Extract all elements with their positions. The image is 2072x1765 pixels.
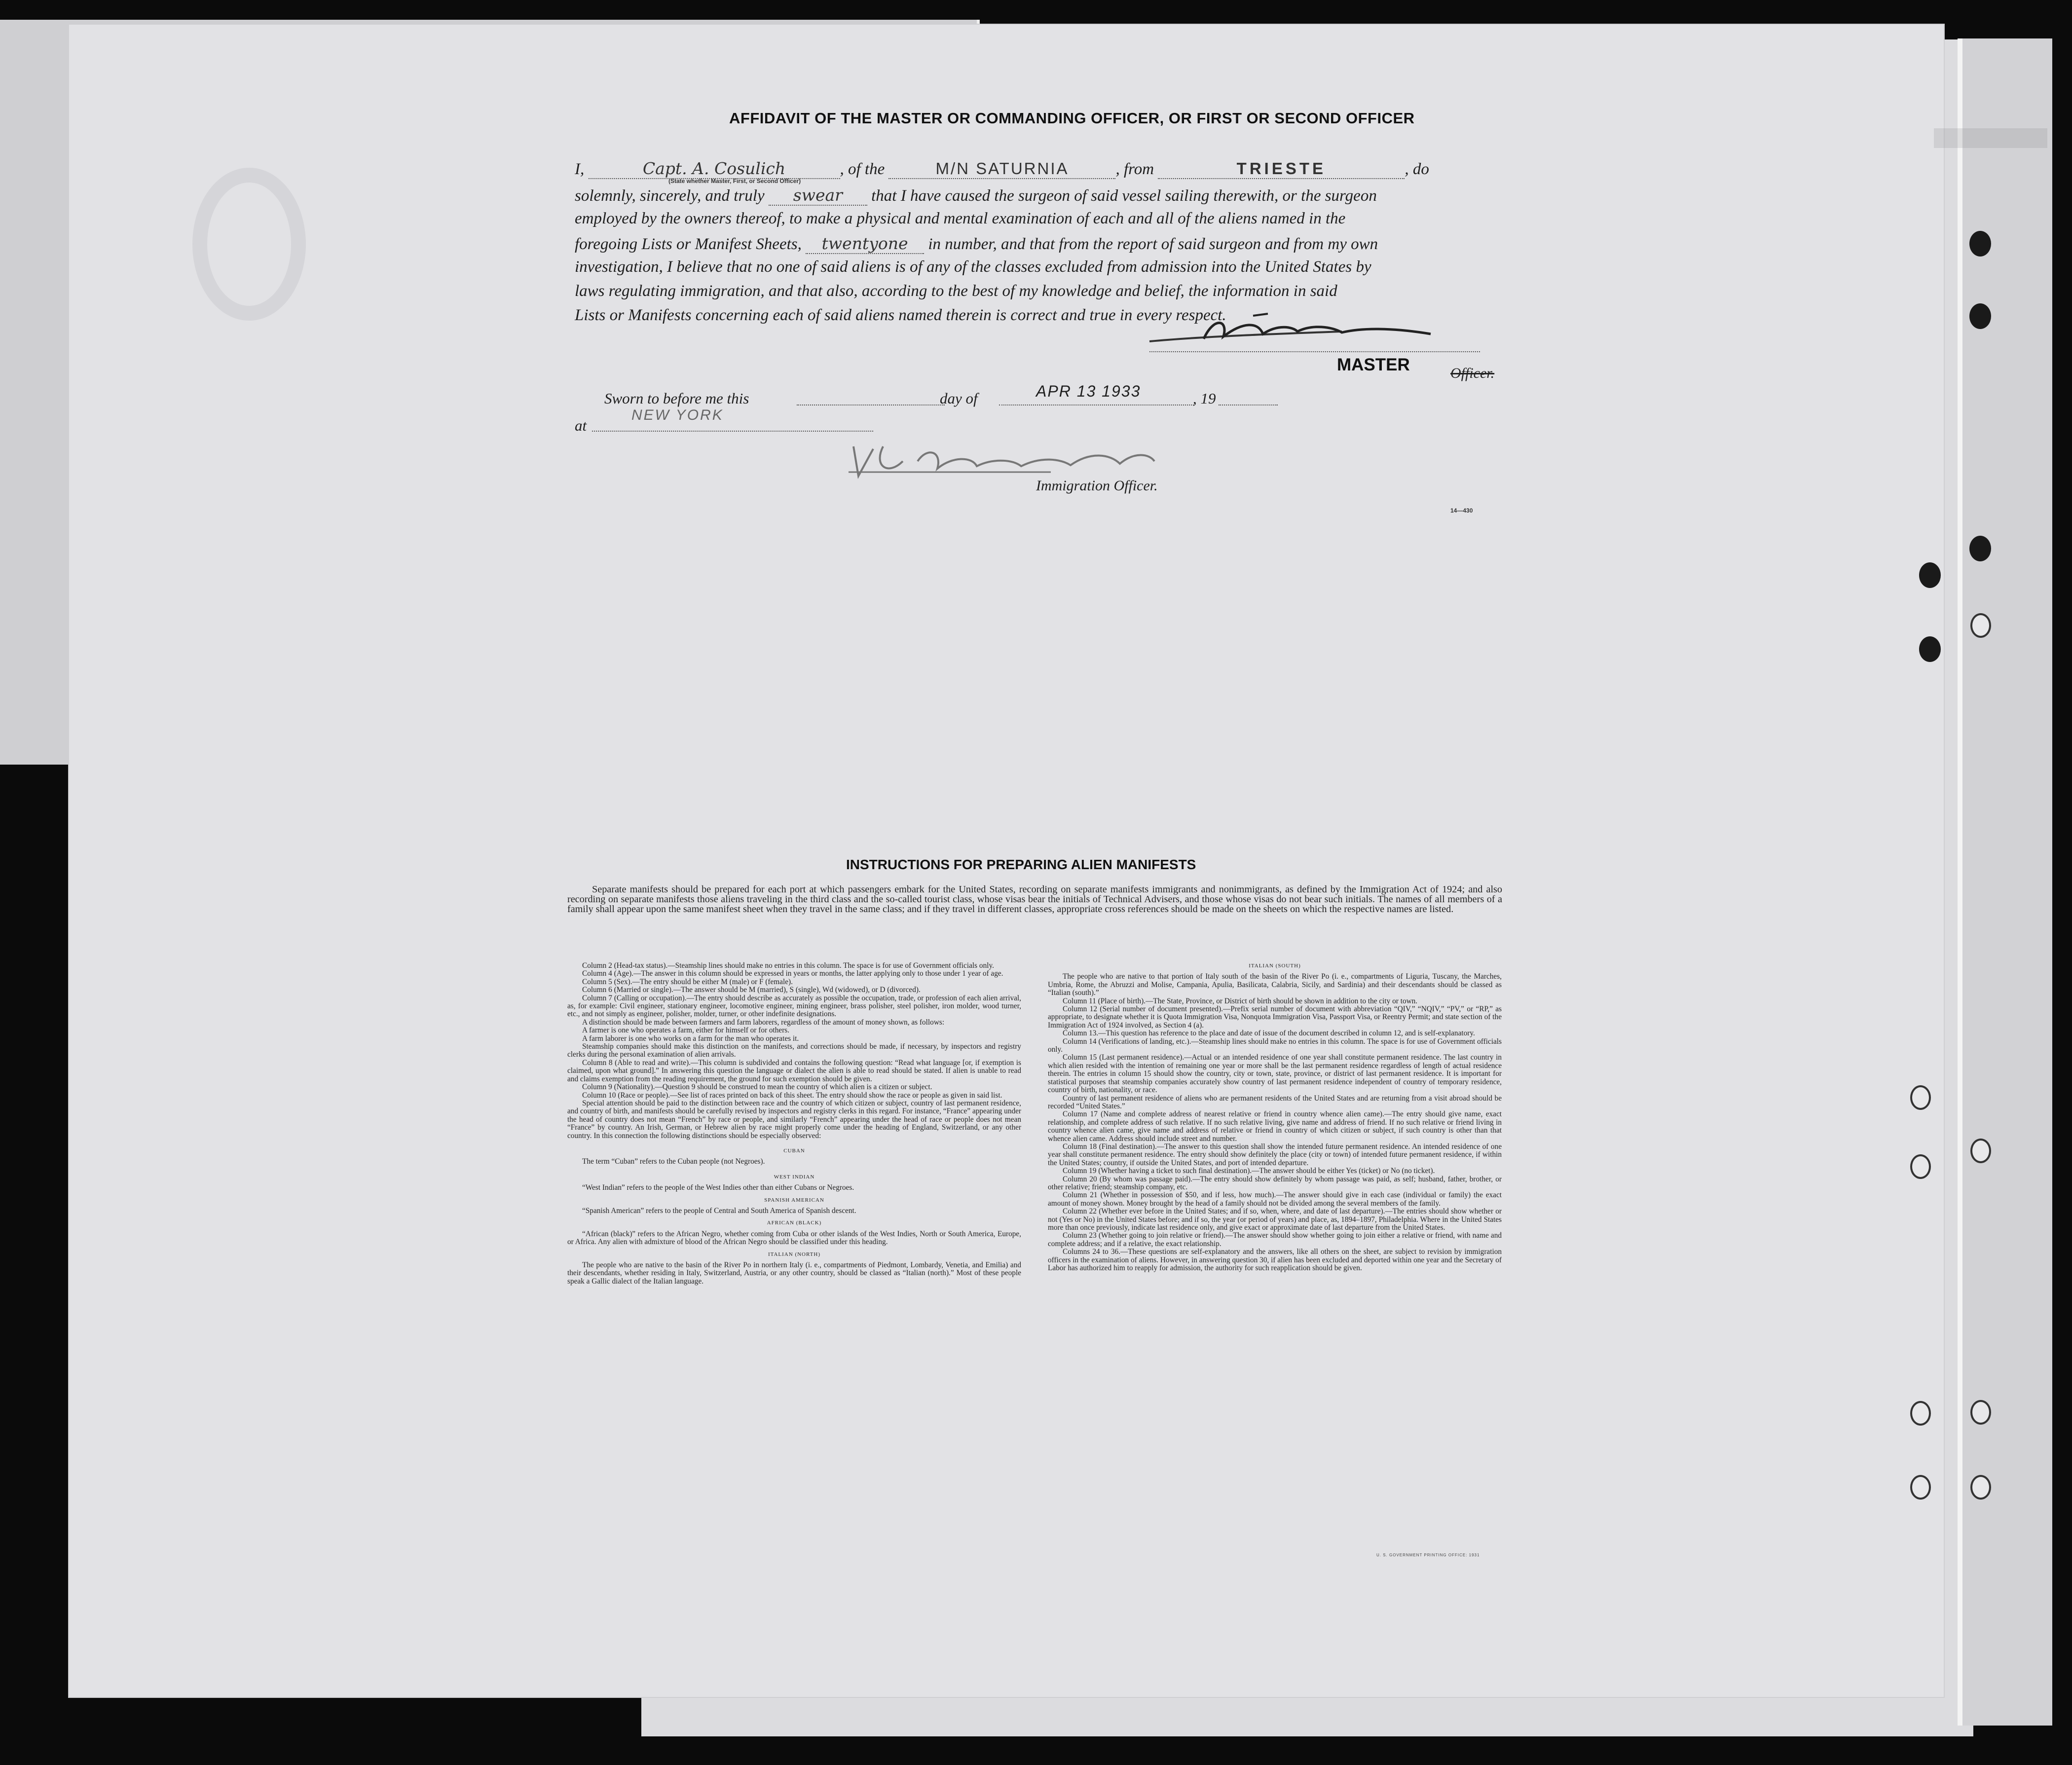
vessel-name-field: M/N SATURNIA: [888, 159, 1115, 179]
instruction-paragraph: Column 4 (Age).—The answer in this column should be expressed in years or months, the latter applying only to those under 1 year of age.: [582, 969, 1003, 978]
instruction-paragraph: Column 18 (Final destination).—The answer to this question shall show the intended future permanent residence. An intended residence of one year shall constitute permanent residence. The entry should show definitely the place (city or town) of intended future permanent residence, if within the United States; country, if outside the United States, and port of intended departure.: [1048, 1142, 1502, 1167]
instruction-paragraph: Column 5 (Sex).—The entry should be either M (male) or F (female).: [582, 977, 793, 986]
instruction-paragraph: Column 11 (Place of birth).—The State, Province, or District of birth should be shown in addition to the city or town.: [1063, 996, 1418, 1005]
sworn-text: day of: [940, 390, 978, 407]
binder-hole: [1970, 1139, 1991, 1163]
affidavit-text: , do: [1405, 160, 1429, 178]
instruction-paragraph: Column 20 (By whom was passage paid).—The entry should show definitely by whom passage was paid, as self; husband, father, brother, or other relative; friend; steamship company, etc.: [1048, 1175, 1502, 1191]
bleed-through-mark: [1934, 128, 2047, 148]
affidavit-text: , of the: [840, 160, 885, 178]
binder-hole: [1970, 1475, 1991, 1500]
sheet-count-field: twentyone: [806, 234, 924, 254]
instruction-paragraph: “West Indian” refers to the people of the West Indies other than either Cubans or Negroes.: [582, 1183, 854, 1192]
instruction-paragraph: Column 21 (Whether in possession of $50, and if less, how much).—The answer should give in each case (individual or family) the exact amount of money shown. Money brought by the head of a family should not be divided among the several members of the family.: [1048, 1191, 1502, 1208]
day-field: [797, 404, 945, 405]
affidavit-text: foregoing Lists or Manifest Sheets,: [575, 235, 802, 253]
affidavit-line: [575, 234, 1378, 254]
binder-hole: [1910, 1475, 1931, 1500]
binder-hole: [1969, 231, 1991, 257]
instruction-paragraph: Steamship companies should make this distinction on the manifests, and corrections should be made, if necessary, by inspectors and registry clerks during the personal examination of alien arrivals.: [567, 1042, 1021, 1059]
instructions-right-column: [1048, 962, 1502, 1272]
instruction-paragraph: Column 17 (Name and complete address of nearest relative or friend in country whence alien came).—The entry should give name, exact relationship, and complete address of such relative. If no such relative living, give name and address of friend. If no such relative or friend living in country whence alien came, give name and address of relative or friend in country of which citizen or subject, if such country is other than that whence alien came. Address should include street and number.: [1048, 1110, 1502, 1143]
officer-rank-note: (State whether Master, First, or Second Officer): [668, 178, 801, 184]
section-heading-african: AFRICAN (BLACK): [767, 1220, 822, 1226]
at-label: at: [575, 417, 587, 434]
section-heading-cuban: CUBAN: [783, 1147, 805, 1154]
binder-hole: [1919, 562, 1941, 588]
printer-imprint: U. S. GOVERNMENT PRINTING OFFICE: 1931: [1376, 1553, 1480, 1557]
affidavit-line: laws regulating immigration, and that also, according to the best of my knowledge and belief, the information in said: [575, 282, 1337, 300]
binder-hole: [1919, 636, 1941, 662]
sworn-text: Sworn to before me this: [604, 390, 749, 407]
instruction-paragraph: Column 19 (Whether having a ticket to such final destination).—The answer should be either Yes (ticket) or No (no ticket).: [1063, 1167, 1435, 1176]
binder-hole: [1970, 1400, 1991, 1425]
instruction-paragraph: The people who are native to that portion of Italy south of the basin of the River Po (i. e., compartments of Liguria, Tuscany, the Marches, Umbria, Rome, the Abruzzi and Molise, Campania, Apulia, Basilicata, Calabria, Sicily, and Sardinia) and their descendants should be classed as “Italian (south).”: [1048, 972, 1502, 997]
master-signature-line: [1149, 351, 1480, 352]
instruction-paragraph: Column 7 (Calling or occupation).—The entry should describe as accurately as possible the occupation, trade, or profession of each alien arrival, as, for example: Civil engineer, stationary engineer, locomotive engineer, mining engineer, brass polisher, steel polisher, iron molder, wood turner, etc., and not simply as engineer, polisher, molder, turner, or other indefinite designations.: [567, 993, 1021, 1019]
instruction-paragraph: “African (black)” refers to the African Negro, whether coming from Cuba or other islands of the West Indies, North or South America, Europe, or Africa. Any alien with admixture of blood of the African Negro should be classified under this heading.: [567, 1229, 1021, 1247]
master-signature: [1145, 312, 1480, 351]
instruction-paragraph: Special attention should be paid to the distinction between race and the country of which citizen or subject, country of last permanent residence, and country of birth, and manifests should be carefully revised by inspectors and registry clerks in this regard. For instance, “France” appearing under the head of country does not mean “French” by race or people, and similarly “French” appearing under the head of race or people does not mean “France” by country. An Irish, German, or Hebrew alien by race might properly come under the heading of England, Switzerland, or any other country. In this connection the following distinctions should be especially observed:: [567, 1099, 1021, 1140]
section-heading-west-indian: WEST INDIAN: [774, 1174, 815, 1180]
affidavit-line: investigation, I believe that no one of said aliens is of any of the classes excluded from admission into the United States by: [575, 258, 1371, 276]
section-heading-italian-south: ITALIAN (SOUTH): [1249, 963, 1301, 969]
binder-hole: [1910, 1154, 1931, 1179]
instruction-paragraph: Country of last permanent residence of aliens who are permanent residents of the United States and are returning from a visit abroad should be recorded “United States.”: [1048, 1094, 1502, 1110]
instruction-paragraph: Column 10 (Race or people).—See list of races printed on back of this sheet. The entry should show the race or people as given in said list.: [582, 1091, 1002, 1100]
place-stamp: NEW YORK: [631, 407, 724, 423]
instructions-title: INSTRUCTIONS FOR PREPARING ALIEN MANIFESTS: [846, 857, 1196, 872]
section-heading-spanish-american: SPANISH AMERICAN: [764, 1197, 824, 1203]
affidavit-line: [575, 159, 1429, 179]
instruction-paragraph: The people who are native to the basin of the River Po in northern Italy (i. e., compartments of Piedmont, Lombardy, Venetia, and Emilia) and their descendants, whether residing in Italy, Switzerland, Austria, or any other country, should be classed as “Italian (north).” Most of these people speak a Gallic dialect of the Italian language.: [567, 1261, 1021, 1286]
master-label: MASTER: [1337, 355, 1410, 374]
instruction-paragraph: Column 22 (Whether ever before in the United States; and if so, when, where, and date of last departure).—The entries should show whether or not (Yes or No) in the United States before; and if so, the year (or period of years) and place, as, 1894–1897, Philadelphia. Where in the United States more than once previously, indicate last residence only, and give exact or approximate date of last departure from the United States.: [1048, 1207, 1502, 1232]
immigration-officer-label: Immigration Officer.: [1036, 478, 1158, 494]
instruction-paragraph: Column 8 (Able to read and write).—This column is subdivided and contains the following question: “Read what language [or, if exemption is claimed, upon what ground].” In answering this question the language or dialect the alien is able to read should be stated. If alien is unable to read and claims exemption from the reading requirement, the ground for such exemption should be given.: [567, 1058, 1021, 1083]
binder-hole: [1970, 613, 1991, 638]
oath-word-field: swear: [769, 185, 867, 206]
binder-hole: [1969, 303, 1991, 329]
affidavit-text: in number, and that from the report of said surgeon and from my own: [928, 235, 1378, 253]
affidavit-line: Lists or Manifests concerning each of said aliens named therein is correct and true in every respect.: [575, 306, 1226, 324]
affidavit-text: I,: [575, 160, 585, 178]
instruction-paragraph: A farm laborer is one who works on a farm for the man who operates it.: [582, 1034, 799, 1043]
affidavit-text: that I have caused the surgeon of said vessel sailing therewith, or the surgeon: [871, 187, 1377, 205]
officer-label: Officer.: [1450, 365, 1495, 381]
binder-hole: [1910, 1401, 1931, 1426]
immigration-officer-signature: [844, 441, 1159, 481]
officer-name-field: Capt. A. Cosulich: [589, 159, 840, 179]
affidavit-text: , from: [1115, 160, 1154, 178]
affidavit-line: [575, 185, 1377, 206]
instruction-paragraph: Column 9 (Nationality).—Question 9 should be construed to mean the country of which alien is a citizen or subject.: [582, 1083, 932, 1092]
instruction-paragraph: “Spanish American” refers to the people of Central and South America of Spanish descent.: [582, 1206, 856, 1215]
affidavit-text: solemnly, sincerely, and truly: [575, 187, 765, 205]
instruction-paragraph: Column 23 (Whether going to join relative or friend).—The answer should show whether going to join either a relative or friend, with name and complete address; and if a relative, the exact relationship.: [1048, 1231, 1502, 1248]
affidavit-title: AFFIDAVIT OF THE MASTER OR COMMANDING OFFICER, OR FIRST OR SECOND OFFICER: [729, 110, 1415, 127]
instruction-paragraph: A distinction should be made between farmers and farm laborers, regardless of the amount of money shown, as follows:: [582, 1018, 945, 1027]
year-field: [1219, 404, 1278, 405]
place-field: [592, 431, 873, 432]
instruction-paragraph: Column 13.—This question has reference to the place and date of issue of the document described in column 12, and is self-explanatory.: [1063, 1029, 1475, 1038]
date-field: [999, 404, 1194, 405]
binder-hole: [1969, 536, 1991, 561]
instruction-paragraph: Columns 24 to 36.—These questions are self-explanatory and the answers, like all others on the sheet, are subject to revision by immigration officers in the examination of aliens. However, in answering question 30, if alien has been excluded and deported within one year and the Secretary of Labor has authorized him to reapply for admission, the authority for such reapplication should be given.: [1048, 1248, 1502, 1273]
binding-strip: [1958, 38, 2052, 1726]
instruction-paragraph: A farmer is one who operates a farm, either for himself or for others.: [582, 1026, 790, 1035]
instruction-paragraph: Column 15 (Last permanent residence).—Actual or an intended residence of one year shall constitute permanent residence. The last country in which alien resided with the intention of remaining one year or more shall be the last permanent residence regardless of length of actual residence therein. The entries in column 15 should show the country, city or town, state, province, or district of last permanent residence. It is important for statistical purposes that steamship companies accurately show country of last permanent residence independent of country of temporary residence, country of birth, nationality, or race.: [1048, 1053, 1502, 1095]
section-heading-italian-north: ITALIAN (NORTH): [768, 1251, 821, 1257]
instruction-paragraph: Column 12 (Serial number of document presented).—Prefix serial number of document with abbreviation “QIV,” “NQIV,” “PV,” or “RP,” as appropriate, to designate whether it is Quota Immigration Visa, Nonquota Immigration Visa, Passport Visa, or Reentry Permit; and state section of the Immigration Act of 1924 involved, as Section 4 (a).: [1048, 1005, 1502, 1030]
date-stamp: APR 13 1933: [1036, 382, 1141, 400]
instruction-paragraph: Column 14 (Verifications of landing, etc.).—Steamship lines should make no entries in this column. The space is for use of Government officials only.: [1048, 1037, 1502, 1054]
bleed-through-mark: [192, 168, 306, 321]
instruction-paragraph: Column 6 (Married or single).—The answer should be M (married), S (single), Wd (widowed), or D (divorced).: [582, 986, 921, 994]
instructions-intro: Separate manifests should be prepared for each port at which passengers embark for the United States, recording on separate manifests immigrants and nonimmigrants, as defined by the Immigration Act of 1924; and also recording on separate manifests those aliens traveling in the third class and the so-called tourist class, whose visas bear the initials of Technical Advisers, and those whose visas do not bear such initials. The names of all members of a family shall appear upon the same manifest sheet when they travel in the same class; and if they travel in different classes, appropriate cross references should be made on the sheets on which the respective names are listed.: [567, 884, 1502, 915]
instruction-paragraph: The term “Cuban” refers to the Cuban people (not Negroes).: [582, 1157, 765, 1166]
binder-hole: [1910, 1085, 1931, 1110]
port-field: TRIESTE: [1158, 159, 1405, 179]
instructions-left-column: [567, 962, 1021, 1286]
affidavit-line: employed by the owners thereof, to make a physical and mental examination of each and all of the aliens named in the: [575, 210, 1346, 227]
form-number: 14—430: [1450, 507, 1473, 514]
sworn-text: , 19: [1193, 390, 1216, 407]
instruction-paragraph: Column 2 (Head-tax status).—Steamship lines should make no entries in this column. The space is for use of Government officials only.: [582, 961, 994, 970]
